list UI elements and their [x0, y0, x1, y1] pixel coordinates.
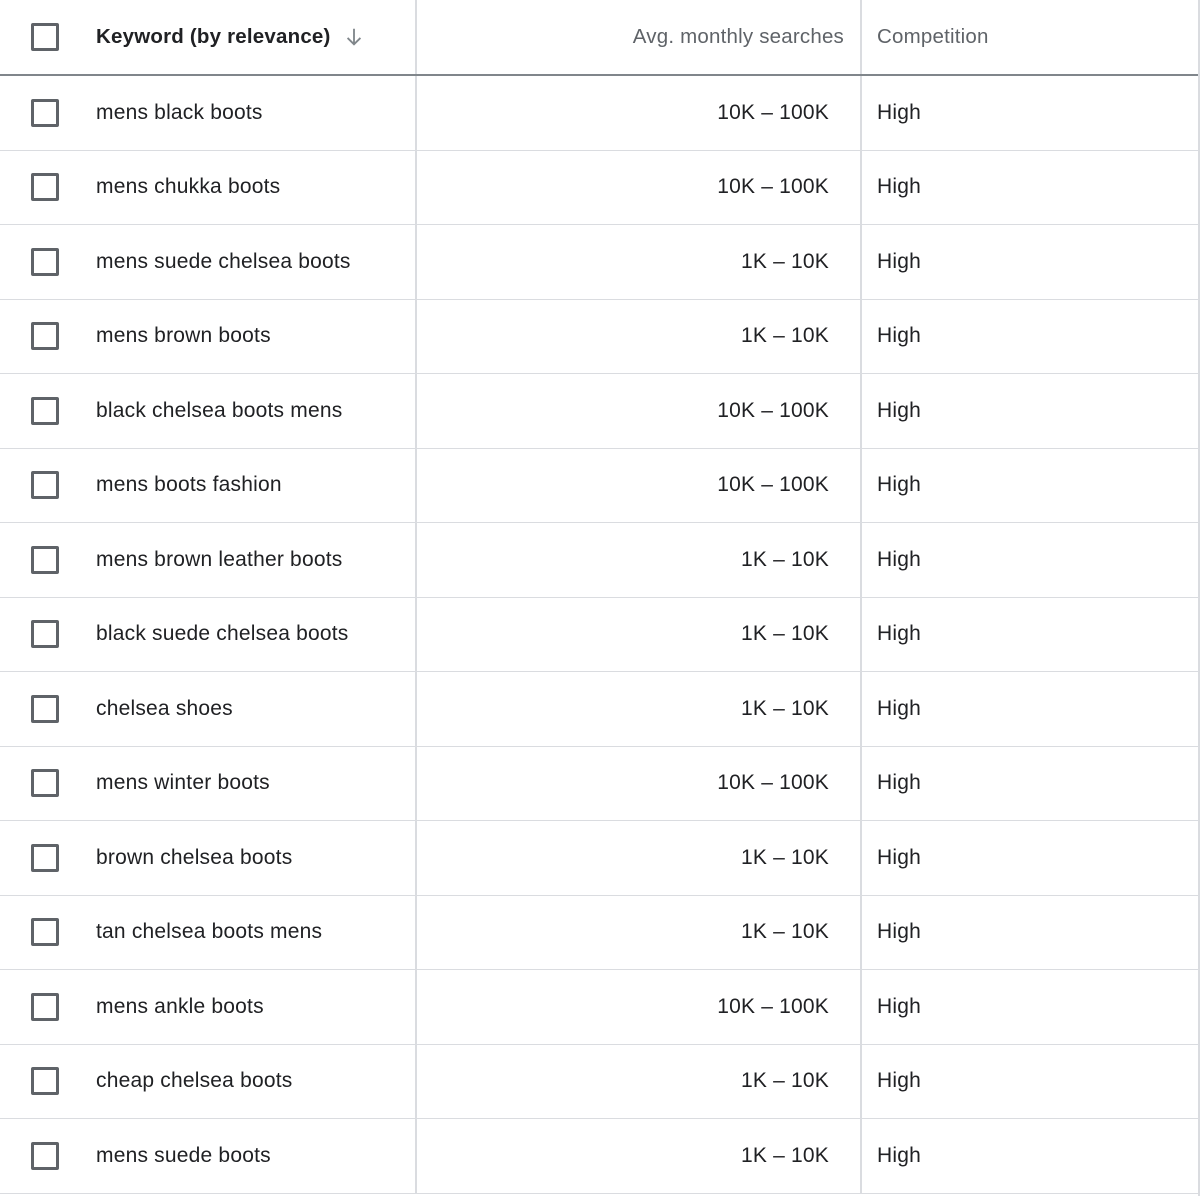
- row-checkbox[interactable]: [31, 844, 59, 872]
- searches-cell: [417, 821, 862, 895]
- table-row: [0, 300, 1200, 375]
- row-checkbox-cell: [0, 970, 90, 1044]
- competition-cell: [862, 821, 1200, 895]
- competition-text: High: [877, 622, 921, 646]
- keyword-cell: [90, 1119, 417, 1193]
- row-checkbox[interactable]: [31, 918, 59, 946]
- row-checkbox-cell: [0, 225, 90, 299]
- competition-column-header[interactable]: [862, 0, 1200, 74]
- searches-text: 1K – 10K: [741, 920, 829, 944]
- row-checkbox[interactable]: [31, 248, 59, 276]
- searches-cell: [417, 672, 862, 746]
- competition-cell: [862, 598, 1200, 672]
- row-checkbox-cell: [0, 821, 90, 895]
- row-checkbox-cell: [0, 1045, 90, 1119]
- keyword-text: mens black boots: [96, 100, 263, 124]
- table-row: [0, 821, 1200, 896]
- header-checkbox-cell: [0, 0, 90, 74]
- keyword-cell: [90, 374, 417, 448]
- row-checkbox[interactable]: [31, 1067, 59, 1095]
- competition-text: High: [877, 100, 921, 124]
- table-row: [0, 449, 1200, 524]
- row-checkbox[interactable]: [31, 1142, 59, 1170]
- row-checkbox[interactable]: [31, 173, 59, 201]
- competition-cell: [862, 151, 1200, 225]
- competition-text: High: [877, 845, 921, 869]
- keyword-text: mens suede boots: [96, 1143, 271, 1167]
- table-row: [0, 225, 1200, 300]
- competition-text: High: [877, 398, 921, 422]
- searches-text: 1K – 10K: [741, 547, 829, 571]
- keyword-cell: [90, 300, 417, 374]
- competition-cell: [862, 374, 1200, 448]
- competition-text: High: [877, 696, 921, 720]
- row-checkbox-cell: [0, 896, 90, 970]
- searches-cell: [417, 151, 862, 225]
- searches-cell: [417, 76, 862, 150]
- table-row: [0, 76, 1200, 151]
- searches-cell: [417, 300, 862, 374]
- keyword-text: tan chelsea boots mens: [96, 920, 323, 944]
- searches-cell: [417, 598, 862, 672]
- searches-text: 1K – 10K: [741, 1069, 829, 1093]
- competition-column-label: Competition: [877, 25, 989, 48]
- arrow-down-icon[interactable]: [343, 26, 365, 48]
- searches-text: 1K – 10K: [741, 696, 829, 720]
- keyword-text: mens ankle boots: [96, 994, 264, 1018]
- competition-text: High: [877, 1069, 921, 1093]
- keyword-text: black chelsea boots mens: [96, 398, 343, 422]
- row-checkbox-cell: [0, 672, 90, 746]
- competition-text: High: [877, 324, 921, 348]
- keyword-cell: [90, 747, 417, 821]
- keyword-text: cheap chelsea boots: [96, 1069, 293, 1093]
- searches-text: 10K – 100K: [717, 398, 829, 422]
- searches-cell: [417, 1119, 862, 1193]
- searches-text: 10K – 100K: [717, 100, 829, 124]
- searches-text: 10K – 100K: [717, 175, 829, 199]
- competition-text: High: [877, 249, 921, 273]
- searches-text: 10K – 100K: [717, 473, 829, 497]
- searches-cell: [417, 225, 862, 299]
- searches-column-header[interactable]: [417, 0, 862, 74]
- searches-text: 1K – 10K: [741, 324, 829, 348]
- table-row: [0, 598, 1200, 673]
- keyword-text: mens chukka boots: [96, 175, 281, 199]
- keyword-cell: [90, 821, 417, 895]
- searches-text: 10K – 100K: [717, 994, 829, 1018]
- competition-cell: [862, 970, 1200, 1044]
- row-checkbox[interactable]: [31, 546, 59, 574]
- table-header: [0, 0, 1200, 76]
- row-checkbox-cell: [0, 523, 90, 597]
- searches-cell: [417, 970, 862, 1044]
- competition-text: High: [877, 771, 921, 795]
- competition-text: High: [877, 473, 921, 497]
- searches-cell: [417, 1045, 862, 1119]
- row-checkbox-cell: [0, 374, 90, 448]
- row-checkbox-cell: [0, 76, 90, 150]
- keyword-text: mens brown leather boots: [96, 547, 343, 571]
- competition-text: High: [877, 1143, 921, 1167]
- table-row: [0, 151, 1200, 226]
- keyword-cell: [90, 225, 417, 299]
- keyword-cell: [90, 449, 417, 523]
- competition-cell: [862, 672, 1200, 746]
- table-row: [0, 1119, 1200, 1194]
- searches-text: 1K – 10K: [741, 622, 829, 646]
- keyword-cell: [90, 523, 417, 597]
- keyword-column-label: Keyword (by relevance): [96, 25, 331, 48]
- searches-cell: [417, 747, 862, 821]
- table-row: [0, 747, 1200, 822]
- table-row: [0, 896, 1200, 971]
- keyword-column-header[interactable]: [90, 0, 417, 74]
- row-checkbox[interactable]: [31, 695, 59, 723]
- searches-text: 1K – 10K: [741, 845, 829, 869]
- competition-cell: [862, 1119, 1200, 1193]
- keyword-cell: [90, 1045, 417, 1119]
- competition-cell: [862, 300, 1200, 374]
- table-row: [0, 374, 1200, 449]
- row-checkbox[interactable]: [31, 322, 59, 350]
- competition-text: High: [877, 920, 921, 944]
- keyword-cell: [90, 672, 417, 746]
- table-row: [0, 672, 1200, 747]
- searches-cell: [417, 896, 862, 970]
- searches-text: 10K – 100K: [717, 771, 829, 795]
- keyword-text: mens brown boots: [96, 324, 271, 348]
- keyword-cell: [90, 151, 417, 225]
- row-checkbox[interactable]: [31, 620, 59, 648]
- keyword-cell: [90, 970, 417, 1044]
- searches-column-label: Avg. monthly searches: [632, 25, 844, 48]
- table-row: [0, 1045, 1200, 1120]
- searches-text: 1K – 10K: [741, 249, 829, 273]
- table-row: [0, 970, 1200, 1045]
- keyword-cell: [90, 896, 417, 970]
- keyword-text: black suede chelsea boots: [96, 622, 349, 646]
- competition-cell: [862, 225, 1200, 299]
- keyword-text: mens winter boots: [96, 771, 270, 795]
- keyword-text: brown chelsea boots: [96, 845, 293, 869]
- row-checkbox-cell: [0, 747, 90, 821]
- row-checkbox[interactable]: [31, 397, 59, 425]
- row-checkbox[interactable]: [31, 471, 59, 499]
- searches-cell: [417, 374, 862, 448]
- row-checkbox-cell: [0, 151, 90, 225]
- row-checkbox[interactable]: [31, 993, 59, 1021]
- searches-text: 1K – 10K: [741, 1143, 829, 1167]
- competition-text: High: [877, 994, 921, 1018]
- row-checkbox-cell: [0, 449, 90, 523]
- competition-cell: [862, 1045, 1200, 1119]
- competition-cell: [862, 896, 1200, 970]
- row-checkbox-cell: [0, 300, 90, 374]
- competition-cell: [862, 747, 1200, 821]
- keyword-text: mens suede chelsea boots: [96, 249, 351, 273]
- select-all-checkbox[interactable]: [31, 23, 59, 51]
- row-checkbox[interactable]: [31, 99, 59, 127]
- keyword-text: mens boots fashion: [96, 473, 282, 497]
- keyword-text: chelsea shoes: [96, 696, 233, 720]
- competition-text: High: [877, 175, 921, 199]
- competition-cell: [862, 523, 1200, 597]
- competition-text: High: [877, 547, 921, 571]
- table-row: [0, 523, 1200, 598]
- keyword-cell: [90, 598, 417, 672]
- competition-cell: [862, 449, 1200, 523]
- row-checkbox[interactable]: [31, 769, 59, 797]
- keyword-cell: [90, 76, 417, 150]
- row-checkbox-cell: [0, 598, 90, 672]
- searches-cell: [417, 449, 862, 523]
- competition-cell: [862, 76, 1200, 150]
- row-checkbox-cell: [0, 1119, 90, 1193]
- searches-cell: [417, 523, 862, 597]
